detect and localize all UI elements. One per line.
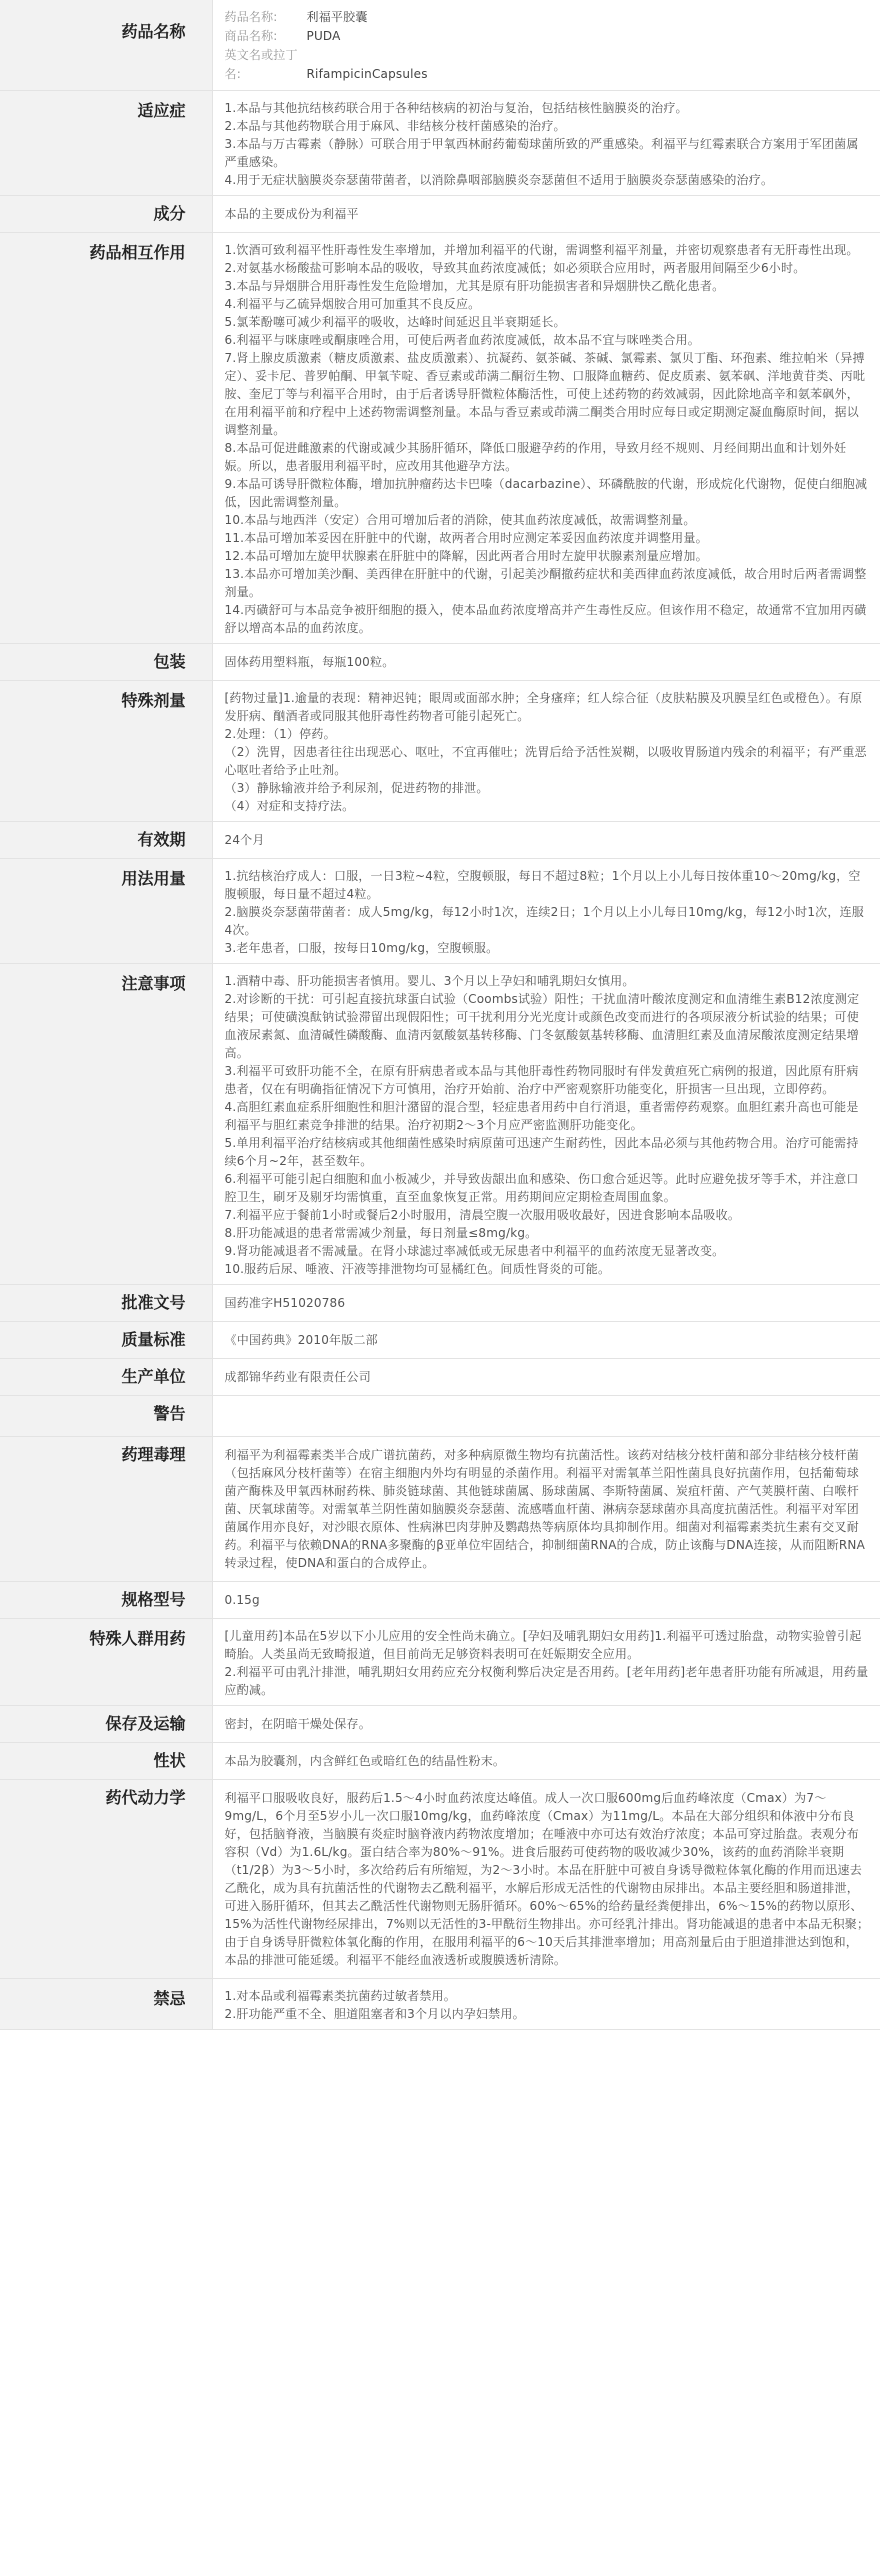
row-value xyxy=(212,1582,880,1619)
paragraph: 5.单用利福平治疗结核病或其他细菌性感染时病原菌可迅速产生耐药性，因此本品必须与其他药物合用。治疗可能需持续6个月~2年，甚至数年。 xyxy=(224,1136,859,1168)
row-value xyxy=(212,1743,880,1780)
row-value xyxy=(212,1359,880,1396)
row-label: 批准文号 xyxy=(0,1285,212,1322)
row-label: 禁忌 xyxy=(0,1979,212,2030)
paragraph: 利福平为利福霉素类半合成广谱抗菌药，对多种病原微生物均有抗菌活性。该药对结核分枝杆菌和部分非结核分枝杆菌（包括麻风分枝杆菌等）在宿主细胞内外均有明显的杀菌作用。利福平对需氧革兰阳性菌具良好抗菌作用，包括葡萄球菌产酶株及甲氧西林耐药株、肺炎链球菌、其他链球菌属、肠球菌属、李斯特菌属、炭疽杆菌、产气荚膜杆菌、白喉杆菌、厌氧球菌等。对需氧革兰阴性菌如脑膜炎奈瑟菌、流感嗜血杆菌、淋病奈瑟球菌亦具高度抗菌活性。利福平对军团菌属作用亦良好，对沙眼衣原体、性病淋巴肉芽肿及鹦鹉热等病原体均具抑制作用。细菌对利福霉素类抗生素有交叉耐药。利福平与依赖DNA的RNA多聚酶的β亚单位牢固结合，抑制细菌RNA的合成，防止该酶与DNA连接，从而阻断RNA转录过程，使DNA和蛋白的合成停止。 xyxy=(224,1448,865,1570)
row-label: 规格型号 xyxy=(0,1582,212,1619)
row-special-populations xyxy=(0,1619,880,1706)
row-precautions xyxy=(0,964,880,1285)
row-appearance xyxy=(0,1743,880,1780)
paragraph: 9.肾功能减退者不需减量。在肾小球滤过率减低或无尿患者中利福平的血药浓度无显著改变。 xyxy=(224,1244,725,1258)
row-value xyxy=(212,681,880,822)
row-drug-names xyxy=(0,0,880,91)
row-pharmacology xyxy=(0,1437,880,1582)
english-name-line xyxy=(225,46,871,84)
row-approval xyxy=(0,1285,880,1322)
row-label: 药品相互作用 xyxy=(0,233,212,644)
paragraph: 1.本品与其他抗结核药联合用于各种结核病的初治与复治，包括结核性脑膜炎的治疗。 xyxy=(224,101,688,115)
row-value xyxy=(212,1706,880,1743)
paragraph: 密封，在阴暗干燥处保存。 xyxy=(224,1717,371,1731)
row-value xyxy=(212,0,880,91)
paragraph: 利福平口服吸收良好，服药后1.5～4小时血药浓度达峰值。成人一次口服600mg后血药峰浓度（Cmax）为7～9mg/L，6个月至5岁小儿一次口服10mg/kg，血药峰浓度（Cmax）为11mg/L。本品在大部分组织和体液中分布良好，包括脑脊液，当脑膜有炎症时脑脊液内药物浓度增加；在唾液中亦可达有效治疗浓度；本品可穿过胎盘。表观分布容积（Vd）为1.6L/kg。蛋白结合率为80%～91%。进食后服药可使药物的吸收减少30%，该药的血药消除半衰期（t1/2β）为3～5小时，多次给药后有所缩短，为2～3小时。本品在肝脏中可被自身诱导微粒体氧化酶的作用而迅速去乙酰化，成为具有抗菌活性的代谢物去乙酰利福平，水解后形成无活性的代谢物由尿排出。本品主要经胆和肠道排泄，可进入肠肝循环，但其去乙酰活性代谢物则无肠肝循环。60%～65%的给药量经粪便排出，6%～15%的药物以原形、15%为活性代谢物经尿排出，7%则以无活性的3-甲酰衍生物排出。亦可经乳汁排出。肾功能减退的患者中本品无积聚；由于自身诱导肝微粒体氧化酶的作用，在服用利福平的6～10天后其排泄率增加；用高剂量后由于胆道排泄达到饱和，本品的排泄可能延缓。利福平不能经血液透析或腹膜透析清除。 xyxy=(224,1791,870,1967)
row-label: 保存及运输 xyxy=(0,1706,212,1743)
row-value xyxy=(212,964,880,1285)
paragraph: 2.利福平可由乳汁排泄，哺乳期妇女用药应充分权衡利弊后决定是否用药。[老年用药]老年患者肝功能有所减退，用药量应酌减。 xyxy=(224,1665,869,1697)
row-value xyxy=(212,1979,880,2030)
row-interactions xyxy=(0,233,880,644)
generic-name-key: 药品名称: xyxy=(224,10,278,24)
generic-name-value: 利福平胶囊 xyxy=(306,10,368,24)
row-label: 特殊剂量 xyxy=(0,681,212,822)
paragraph: 国药准字H51020786 xyxy=(224,1296,346,1310)
paragraph: 3.利福平可致肝功能不全，在原有肝病患者或本品与其他肝毒性药物同服时有伴发黄疸死亡病例的报道，因此原有肝病患者，仅在有明确指征情况下方可慎用，治疗开始前、治疗中严密观察肝功能变化，肝损害一旦出现，立即停药。 xyxy=(224,1064,859,1096)
paragraph: 本品为胶囊剂，内含鲜红色或暗红色的结晶性粉末。 xyxy=(224,1754,506,1768)
paragraph: 固体药用塑料瓶，每瓶100粒。 xyxy=(224,655,395,669)
row-storage xyxy=(0,1706,880,1743)
paragraph: （4）对症和支持疗法。 xyxy=(224,799,355,813)
row-ingredients xyxy=(0,196,880,233)
paragraph: 13.本品亦可增加美沙酮、美西律在肝脏中的代谢，引起美沙酮撤药症状和美西律血药浓度减低，故合用时后两者需调整剂量。 xyxy=(224,567,867,599)
paragraph: 10.服药后尿、唾液、汗液等排泄物均可显橘红色。间质性肾炎的可能。 xyxy=(224,1262,611,1276)
row-manufacturer xyxy=(0,1359,880,1396)
row-label: 有效期 xyxy=(0,822,212,859)
row-spec xyxy=(0,1582,880,1619)
row-contraindications xyxy=(0,1979,880,2030)
paragraph: 6.利福平与咪康唑或酮康唑合用，可使后两者血药浓度减低，故本品不宜与咪唑类合用。 xyxy=(224,333,700,347)
row-value xyxy=(212,1619,880,1706)
paragraph: 4.高胆红素血症系肝细胞性和胆汁潴留的混合型，轻症患者用药中自行消退，重者需停药观察。血胆红素升高也可能是利福平与胆红素竞争排泄的结果。治疗初期2～3个月应严密监测肝功能变化。 xyxy=(224,1100,859,1132)
paragraph: 2.处理：（1）停药。 xyxy=(224,727,336,741)
trade-name-value: PUDA xyxy=(306,29,341,43)
paragraph: 《中国药典》2010年版二部 xyxy=(224,1333,378,1347)
paragraph: 24个月 xyxy=(224,833,265,847)
empty-value xyxy=(225,1405,871,1427)
row-label: 注意事项 xyxy=(0,964,212,1285)
paragraph: 5.氯苯酚噻可减少利福平的吸收，达峰时间延迟且半衰期延长。 xyxy=(224,315,566,329)
row-value xyxy=(212,91,880,196)
row-validity xyxy=(0,822,880,859)
generic-name-line xyxy=(225,8,871,27)
paragraph: 3.老年患者，口服，按每日10mg/kg，空腹顿服。 xyxy=(224,941,499,955)
row-value xyxy=(212,859,880,964)
paragraph: 1.对本品或利福霉素类抗菌药过敏者禁用。 xyxy=(224,1989,456,2003)
paragraph: 11.本品可增加苯妥因在肝脏中的代谢，故两者合用时应测定苯妥因血药浓度并调整用量。 xyxy=(224,531,708,545)
row-value xyxy=(212,1437,880,1582)
row-label: 性状 xyxy=(0,1743,212,1780)
paragraph: 9.本品可诱导肝微粒体酶，增加抗肿瘤药达卡巴嗪（dacarbazine）、环磷酰胺的代谢，形成烷化代谢物，促使白细胞减低，因此需调整剂量。 xyxy=(224,477,868,509)
paragraph: （3）静脉输液并给予利尿剂，促进药物的排泄。 xyxy=(224,781,489,795)
paragraph: 2.脑膜炎奈瑟菌带菌者：成人5mg/kg，每12小时1次，连续2日；1个月以上小儿每日10mg/kg，每12小时1次，连服4次。 xyxy=(224,905,864,937)
row-label: 包装 xyxy=(0,644,212,681)
paragraph: 3.本品与异烟肼合用肝毒性发生危险增加，尤其是原有肝功能损害者和异烟肼快乙酰化患者。 xyxy=(224,279,725,293)
row-standard xyxy=(0,1322,880,1359)
row-label: 警告 xyxy=(0,1396,212,1437)
english-name-key: 英文名或拉丁名: xyxy=(224,48,298,81)
row-value xyxy=(212,1322,880,1359)
paragraph: 10.本品与地西泮（安定）合用可增加后者的消除，使其血药浓度减低，故需调整剂量。 xyxy=(224,513,696,527)
paragraph: 3.本品与万古霉素（静脉）可联合用于甲氧西林耐药葡萄球菌所致的严重感染。利福平与红霉素联合方案用于军团菌属严重感染。 xyxy=(224,137,859,169)
paragraph: 1.饮酒可致利福平性肝毒性发生率增加，并增加利福平的代谢，需调整利福平剂量，并密切观察患者有无肝毒性出现。 xyxy=(224,243,859,257)
paragraph: 4.利福平与乙硫异烟胺合用可加重其不良反应。 xyxy=(224,297,481,311)
row-dosage xyxy=(0,859,880,964)
row-warning xyxy=(0,1396,880,1437)
paragraph: 1.抗结核治疗成人：口服，一日3粒~4粒，空腹顿服，每日不超过8粒；1个月以上小儿每日按体重10～20mg/kg，空腹顿服，每日量不超过4粒。 xyxy=(224,869,861,901)
row-value xyxy=(212,1285,880,1322)
paragraph: 2.对诊断的干扰：可引起直接抗球蛋白试验（Coombs试验）阳性；干扰血清叶酸浓度测定和血清维生素B12浓度测定结果；可使磺溴酞钠试验滞留出现假阳性；可干扰利用分光光度计或颜色改变而进行的各项尿液分析试验的结果；可使血液尿素氮、血清碱性磷酸酶、血清丙氨酸氨基转移酶、门冬氨酸氨基转移酶、血清胆红素及血清尿酸浓度测定结果增高。 xyxy=(224,992,860,1060)
row-label: 药品名称 xyxy=(0,0,212,91)
row-label: 药代动力学 xyxy=(0,1780,212,1979)
row-label: 特殊人群用药 xyxy=(0,1619,212,1706)
paragraph: （2）洗胃，因患者往往出现恶心、呕吐，不宜再催吐；洗胃后给予活性炭糊，以吸收胃肠道内残余的利福平；有严重恶心呕吐者给予止吐剂。 xyxy=(224,745,867,777)
row-value xyxy=(212,822,880,859)
paragraph: 4.用于无症状脑膜炎奈瑟菌带菌者，以消除鼻咽部脑膜炎奈瑟菌但不适用于脑膜炎奈瑟菌感染的治疗。 xyxy=(224,173,774,187)
row-label: 适应症 xyxy=(0,91,212,196)
paragraph: 7.肾上腺皮质激素（糖皮质激素、盐皮质激素）、抗凝药、氨茶碱、茶碱、氯霉素、氯贝丁酯、环孢素、维拉帕米（异搏定）、妥卡尼、普罗帕酮、甲氧苄啶、香豆素或茚满二酮衍生物、口服降血糖药、促皮质素、氨苯砜、洋地黄苷类、丙吡胺、奎尼丁等与利福平合用时，由于后者诱导肝微粒体酶活性，可使上述药物的药效减弱，因此除地高辛和氨苯砜外，在用利福平前和疗程中上述药物需调整剂量。本品与香豆素或茚满二酮类合用时应每日或定期测定凝血酶原时间，据以调整剂量。 xyxy=(224,351,866,437)
row-label: 药理毒理 xyxy=(0,1437,212,1582)
paragraph: 成都锦华药业有限责任公司 xyxy=(224,1370,371,1384)
row-label: 生产单位 xyxy=(0,1359,212,1396)
paragraph: 8.肝功能减退的患者常需减少剂量，每日剂量≤8mg/kg。 xyxy=(224,1226,538,1240)
english-name-value: RifampicinCapsules xyxy=(306,67,428,81)
paragraph: 2.本品与其他药物联合用于麻风、非结核分枝杆菌感染的治疗。 xyxy=(224,119,566,133)
paragraph: 本品的主要成份为利福平 xyxy=(224,207,359,221)
trade-name-key: 商品名称: xyxy=(224,29,278,43)
paragraph: 7.利福平应于餐前1小时或餐后2小时服用，清晨空腹一次服用吸收最好，因进食影响本品吸收。 xyxy=(224,1208,741,1222)
row-value xyxy=(212,233,880,644)
paragraph: 6.利福平可能引起白细胞和血小板减少，并导致齿龈出血和感染、伤口愈合延迟等。此时应避免拔牙等手术，并注意口腔卫生，刷牙及剔牙均需慎重，直至血象恢复正常。用药期间应定期检查周围血象。 xyxy=(224,1172,859,1204)
paragraph: 14.丙磺舒可与本品竞争被肝细胞的摄入，使本品血药浓度增高并产生毒性反应。但该作用不稳定，故通常不宜加用丙磺舒以增高本品的血药浓度。 xyxy=(224,603,867,635)
paragraph: 12.本品可增加左旋甲状腺素在肝脏中的降解，因此两者合用时左旋甲状腺素剂量应增加。 xyxy=(224,549,708,563)
row-label: 成分 xyxy=(0,196,212,233)
paragraph: 0.15g xyxy=(224,1593,260,1607)
row-value xyxy=(212,1780,880,1979)
row-value xyxy=(212,196,880,233)
row-pharmacokinetics xyxy=(0,1780,880,1979)
row-label: 用法用量 xyxy=(0,859,212,964)
paragraph: [药物过量]1.逾量的表现：精神迟钝；眼周或面部水肿；全身瘙痒；红人综合征（皮肤粘膜及巩膜呈红色或橙色）。有原发肝病、酗酒者或同服其他肝毒性药物者可能引起死亡。 xyxy=(224,691,863,723)
paragraph: 8.本品可促进雌激素的代谢或减少其肠肝循环，降低口服避孕药的作用，导致月经不规则、月经间期出血和计划外妊娠。所以，患者服用利福平时，应改用其他避孕方法。 xyxy=(224,441,847,473)
row-packaging xyxy=(0,644,880,681)
paragraph: 2.肝功能严重不全、胆道阻塞者和3个月以内孕妇禁用。 xyxy=(224,2007,525,2021)
paragraph: 2.对氨基水杨酸盐可影响本品的吸收，导致其血药浓度减低；如必须联合应用时，两者服用间隔至少6小时。 xyxy=(224,261,806,275)
row-overdose xyxy=(0,681,880,822)
row-value xyxy=(212,1396,880,1437)
trade-name-line xyxy=(225,27,871,46)
paragraph: 1.酒精中毒、肝功能损害者慎用。婴儿、3个月以上孕妇和哺乳期妇女慎用。 xyxy=(224,974,635,988)
row-indications xyxy=(0,91,880,196)
paragraph: [儿童用药]本品在5岁以下小儿应用的安全性尚未确立。[孕妇及哺乳期妇女用药]1.利福平可透过胎盘，动物实验曾引起畸胎。人类虽尚无致畸报道，但目前尚无足够资料表明可在妊娠期安全应用。 xyxy=(224,1629,862,1661)
row-label: 质量标准 xyxy=(0,1322,212,1359)
row-value xyxy=(212,644,880,681)
